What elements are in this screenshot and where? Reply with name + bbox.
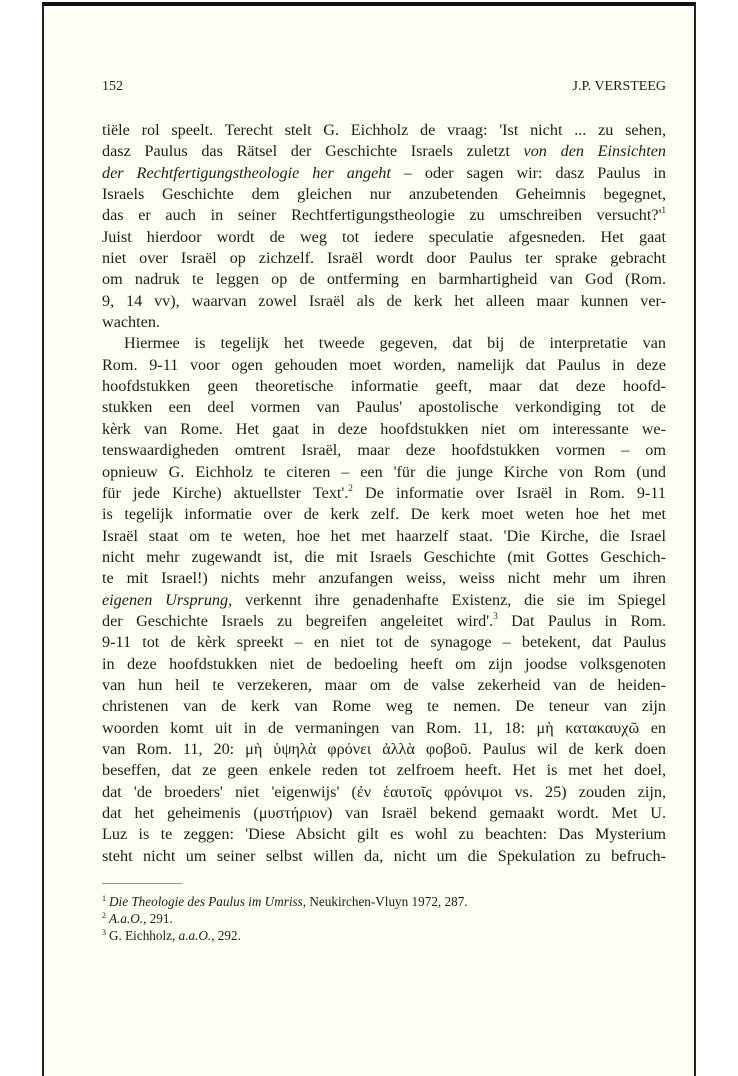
text-run: christenen van de kerk van Rome weg te nemen. De teneur van zijn (102, 697, 666, 716)
text-line (102, 227, 666, 248)
text-run: Rom. 9-11 voor ogen gehouden moet worden, namelijk dat Paulus in deze (102, 355, 666, 374)
footnote-reference: 2 (348, 482, 353, 493)
text-run: Dat Paulus in Rom. (497, 611, 666, 630)
text-run: wachten. (102, 313, 160, 332)
text-line (102, 654, 666, 675)
text-run: is tegelijk informatie over de kerk zelf. De kerk moet weten hoe het met (102, 505, 666, 524)
text-run: für jede Kirche) aktuellster Text'. (102, 483, 349, 502)
text-run: om nadruk te leggen op de ontferming en barmhartigheid van God (Rom. (102, 270, 666, 289)
text-line (102, 376, 666, 397)
text-run: hoofdstukken geen theoretische informatie geeft, maar dat deze hoofd- (102, 377, 666, 396)
text-run: nicht mehr zugewandt ist, die mit Israels Geschichte (mit Gottes Geschich- (102, 547, 666, 566)
italic-text: Die Theologie des Paulus im Umriss (109, 894, 303, 909)
text-line (102, 675, 666, 696)
text-run: , Neukirchen-Vluyn 1972, 287. (302, 894, 468, 909)
footnote-rule (102, 883, 182, 884)
text-run: der Geschichte Israels zu begreifen angeleitet wird'. (102, 611, 494, 630)
running-head-author: J.P. VERSTEEG (572, 79, 666, 94)
italic-text: von den Einsichten (523, 142, 667, 161)
text-run: niet over Israël op zichzelf. Israël wordt door Paulus ter sprake gebracht (102, 249, 666, 268)
text-run: Israels Geschichte dem gleichen nur anzubetenden Geheimnis begegnet, (102, 185, 666, 204)
text-line (102, 782, 666, 803)
text-run: , 292. (211, 928, 241, 943)
italic-text: a.a.O. (178, 928, 212, 943)
text-run: van hun heil te verzekeren, maar om de valse zekerheid van de heiden- (102, 675, 666, 694)
text-run: – oder sagen wir: dasz Paulus in (390, 163, 666, 182)
text-line (102, 739, 666, 760)
text-run: woorden komt uit in de vermaningen van Rom. 11, 18: μὴ κατακαυχῶ en (102, 718, 666, 737)
footnotes (102, 893, 666, 944)
text-line (102, 760, 666, 781)
text-line (102, 291, 666, 312)
italic-text: A.a.O. (109, 911, 144, 926)
text-line (102, 163, 666, 184)
text-line (102, 824, 666, 845)
text-line (102, 120, 666, 141)
text-run: van Rom. 11, 20: μὴ ὑψηλὰ φρόνει ἀλλὰ φοβοῦ. Paulus wil de kerk doen (102, 739, 666, 758)
text-line (102, 590, 666, 611)
text-line (102, 803, 666, 824)
text-run: De informatie over Israël in Rom. 9-11 (352, 483, 666, 502)
text-run: das er auch in seiner Rechtfertigungstheologie zu umschreiben versucht?' (102, 206, 662, 225)
text-run: tiële rol speelt. Terecht stelt G. Eichholz de vraag: 'Ist nicht ... zu sehen, (102, 121, 666, 139)
text-run: 9-11 tot de kèrk spreekt – en niet tot de synagoge – betekent, dat Paulus (102, 633, 666, 652)
text-line (102, 718, 666, 739)
text-line (102, 846, 666, 867)
text-line (102, 526, 666, 547)
footnote (102, 893, 666, 910)
text-line (102, 184, 666, 205)
italic-text: eigenen Ursprung (102, 590, 229, 609)
text-line (102, 269, 666, 290)
text-run: in deze hoofdstukken niet de bedoeling heeft om zijn joodse volksgenoten (102, 654, 666, 673)
text-line (102, 248, 666, 269)
footnote-number: 1 (102, 894, 106, 903)
text-line (102, 696, 666, 717)
text-run: dasz Paulus das Rätsel der Geschichte Israels zuletzt (102, 142, 524, 161)
text-run: Hiermee is tegelijk het tweede gegeven, dat bij de interpretatie van (124, 334, 666, 353)
body-text (102, 120, 666, 867)
text-line (102, 504, 666, 525)
text-run: Israël staat om te weten, hoe het met haarzelf staat. 'Die Kirche, die Israel (102, 526, 666, 545)
page-number: 152 (102, 79, 123, 94)
text-line (102, 205, 666, 226)
text-line (102, 355, 666, 376)
text-run: Luz is te zeggen: 'Diese Absicht gilt es wohl zu beachten: Das Mysterium (102, 825, 666, 844)
text-run: , verkennt ihre genadenhafte Existenz, die sie im Spiegel (228, 590, 666, 609)
text-run: dat het geheimenis (μυστήριον) van Israël bekend gemaakt wordt. Met U. (102, 804, 666, 822)
footnote (102, 927, 666, 944)
text-line (102, 462, 666, 483)
text-run: steht nicht um seiner selbst willen da, nicht um die Spekulation zu befruch- (102, 846, 666, 865)
footnote-reference: 3 (493, 610, 498, 621)
text-run: tenswaardigheden omtrent Israël, maar deze hoofdstukken vormen – om (102, 441, 666, 460)
text-line (102, 419, 666, 440)
text-run: G. Eichholz, (109, 928, 179, 943)
text-line (102, 141, 666, 162)
text-line (102, 483, 666, 504)
italic-text: der Rechtfertigungstheologie her angeht (102, 163, 391, 182)
running-head (102, 79, 666, 95)
text-line (102, 440, 666, 461)
footnote-number: 2 (102, 911, 106, 920)
text-line (102, 397, 666, 418)
text-run: stukken een deel vormen van Paulus' apostolische verkondiging tot de (102, 398, 666, 417)
text-line (102, 312, 666, 333)
text-run: beseffen, dat ze geen enkele reden tot zelfroem heeft. Het is met het doel, (102, 761, 666, 780)
text-line (102, 632, 666, 653)
text-line (102, 568, 666, 589)
text-run: te mit Israel!) nichts mehr anzufangen weiss, weiss nicht mehr um ihren (102, 569, 666, 588)
text-run: 9, 14 vv), waarvan zowel Israël als de kerk het alleen maar kunnen ver- (102, 291, 666, 310)
text-line (102, 547, 666, 568)
text-line (102, 611, 666, 632)
footnote (102, 910, 666, 927)
text-run: dat 'de broeders' niet 'eigenwijs' (ἐν ἑαυτοῖς φρόνιμοι vs. 25) zouden zijn, (102, 782, 666, 801)
text-run: , 291. (143, 911, 173, 926)
text-run: opnieuw G. Eichholz te citeren – een 'für die junge Kirche von Rom (und (102, 462, 666, 481)
text-run: kèrk van Rome. Het gaat in deze hoofdstukken niet om interessante we- (102, 419, 666, 438)
footnote-number: 3 (102, 928, 106, 937)
text-line (102, 333, 666, 354)
footnote-reference: 1 (661, 205, 666, 216)
text-run: Juist hierdoor wordt de weg tot iedere speculatie afgesneden. Het gaat (102, 227, 666, 246)
